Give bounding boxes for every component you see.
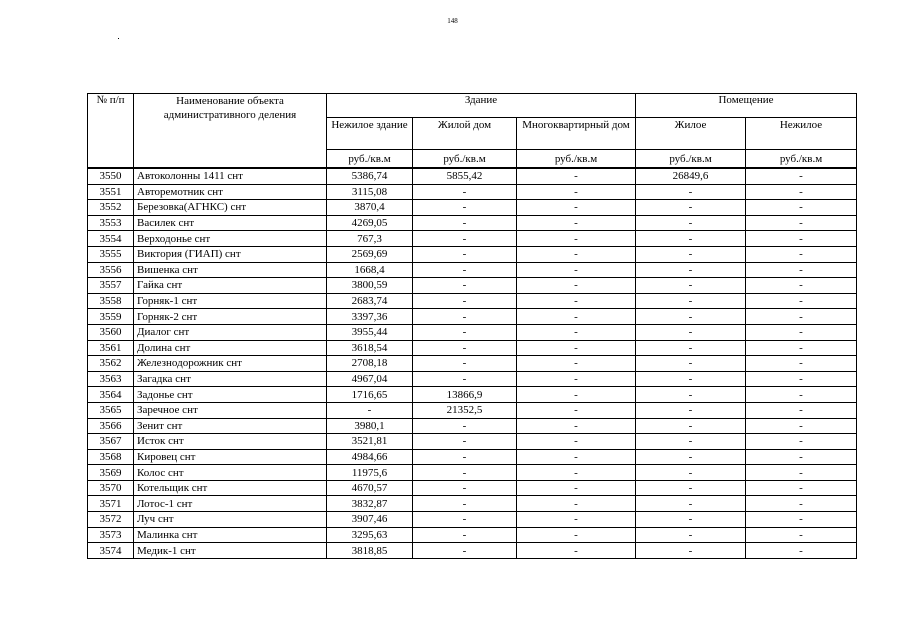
object-name: Железнодорожник снт [134,356,327,372]
nonresidential-premises-value: - [746,356,857,372]
table-row [88,246,857,262]
object-name: Вишенка снт [134,262,327,278]
residential-premises-value: - [636,200,746,216]
residential-house-value: - [413,356,517,372]
nonresidential-premises-value: - [746,402,857,418]
nonresidential-premises-value: - [746,340,857,356]
residential-premises-value: - [636,231,746,247]
nonresidential-building-value: 3521,81 [327,434,413,450]
header-object-name: Наименование объекта административного деления [134,94,327,169]
nonresidential-building-value: 4670,57 [327,480,413,496]
table-row [88,449,857,465]
nonresidential-premises-value: - [746,309,857,325]
apartment-building-value: - [517,527,636,543]
row-number: 3564 [88,387,134,403]
residential-premises-value: - [636,246,746,262]
residential-premises-value: - [636,543,746,559]
table-row [88,309,857,325]
nonresidential-building-value: 2708,18 [327,356,413,372]
residential-house-value: - [413,215,517,231]
row-number: 3550 [88,168,134,184]
nonresidential-premises-value: - [746,434,857,450]
row-number: 3569 [88,465,134,481]
row-number: 3563 [88,371,134,387]
residential-premises-value: - [636,480,746,496]
nonresidential-premises-value: - [746,246,857,262]
object-name: Верходонье снт [134,231,327,247]
residential-premises-value: - [636,356,746,372]
residential-house-value: - [413,324,517,340]
nonresidential-building-value: 3955,44 [327,324,413,340]
header-building: Здание [327,94,636,118]
scan-speck [118,38,119,39]
residential-house-value: - [413,340,517,356]
object-name: Исток снт [134,434,327,450]
table-row [88,262,857,278]
row-number: 3558 [88,293,134,309]
nonresidential-building-value: - [327,402,413,418]
table-row [88,278,857,294]
object-name: Загадка снт [134,371,327,387]
nonresidential-building-value: 3870,4 [327,200,413,216]
residential-house-value: 21352,5 [413,402,517,418]
nonresidential-building-value: 3832,87 [327,496,413,512]
header-apartment-building: Многоквартирный дом [517,118,636,150]
nonresidential-building-value: 3818,85 [327,543,413,559]
apartment-building-value: - [517,449,636,465]
table-body [88,168,857,558]
apartment-building-value: - [517,356,636,372]
object-name: Гайка снт [134,278,327,294]
row-number: 3567 [88,434,134,450]
residential-premises-value: - [636,527,746,543]
residential-house-value: - [413,200,517,216]
row-number: 3557 [88,278,134,294]
row-number: 3571 [88,496,134,512]
residential-premises-value: - [636,371,746,387]
object-name: Автоколонны 1411 снт [134,168,327,184]
apartment-building-value: - [517,543,636,559]
apartment-building-value: - [517,215,636,231]
nonresidential-premises-value: - [746,371,857,387]
residential-premises-value: - [636,512,746,528]
table-row [88,402,857,418]
object-name: Диалог снт [134,324,327,340]
nonresidential-building-value: 5386,74 [327,168,413,184]
row-number: 3551 [88,184,134,200]
apartment-building-value: - [517,340,636,356]
residential-premises-value: - [636,340,746,356]
table-row [88,387,857,403]
cadastral-value-table [87,93,857,559]
nonresidential-premises-value: - [746,527,857,543]
object-name: Малинка снт [134,527,327,543]
residential-premises-value: - [636,418,746,434]
nonresidential-building-value: 3618,54 [327,340,413,356]
row-number: 3553 [88,215,134,231]
nonresidential-premises-value: - [746,449,857,465]
apartment-building-value: - [517,200,636,216]
apartment-building-value: - [517,480,636,496]
residential-premises-value: - [636,449,746,465]
apartment-building-value: - [517,293,636,309]
nonresidential-premises-value: - [746,418,857,434]
unit-label: руб./кв.м [517,150,636,169]
residential-house-value: - [413,293,517,309]
nonresidential-premises-value: - [746,262,857,278]
nonresidential-premises-value: - [746,168,857,184]
apartment-building-value: - [517,434,636,450]
row-number: 3556 [88,262,134,278]
nonresidential-building-value: 3800,59 [327,278,413,294]
table-row [88,324,857,340]
nonresidential-building-value: 3397,36 [327,309,413,325]
residential-premises-value: - [636,496,746,512]
residential-house-value: - [413,434,517,450]
residential-premises-value: - [636,278,746,294]
nonresidential-premises-value: - [746,231,857,247]
nonresidential-building-value: 11975,6 [327,465,413,481]
residential-house-value: - [413,231,517,247]
residential-house-value: - [413,371,517,387]
residential-house-value: - [413,418,517,434]
unit-label: руб./кв.м [413,150,517,169]
nonresidential-premises-value: - [746,496,857,512]
table-row [88,512,857,528]
nonresidential-premises-value: - [746,324,857,340]
nonresidential-premises-value: - [746,184,857,200]
table-row [88,200,857,216]
table-row [88,527,857,543]
object-name: Заречное снт [134,402,327,418]
nonresidential-building-value: 4967,04 [327,371,413,387]
header-nonresidential-building: Нежилое здание [327,118,413,150]
apartment-building-value: - [517,387,636,403]
table-row [88,543,857,559]
apartment-building-value: - [517,371,636,387]
table-row [88,480,857,496]
row-number: 3554 [88,231,134,247]
nonresidential-premises-value: - [746,200,857,216]
object-name: Медик-1 снт [134,543,327,559]
apartment-building-value: - [517,246,636,262]
object-name: Долина снт [134,340,327,356]
nonresidential-premises-value: - [746,465,857,481]
table-row [88,231,857,247]
nonresidential-premises-value: - [746,480,857,496]
nonresidential-premises-value: - [746,512,857,528]
residential-house-value: - [413,309,517,325]
residential-house-value: - [413,512,517,528]
apartment-building-value: - [517,402,636,418]
row-number: 3570 [88,480,134,496]
row-number: 3552 [88,200,134,216]
nonresidential-building-value: 2569,69 [327,246,413,262]
table-row [88,434,857,450]
nonresidential-building-value: 3980,1 [327,418,413,434]
table-row [88,340,857,356]
residential-premises-value: - [636,387,746,403]
apartment-building-value: - [517,168,636,184]
nonresidential-premises-value: - [746,293,857,309]
residential-house-value: - [413,465,517,481]
row-number: 3562 [88,356,134,372]
nonresidential-building-value: 1668,4 [327,262,413,278]
apartment-building-value: - [517,496,636,512]
object-name: Горняк-2 снт [134,309,327,325]
nonresidential-building-value: 2683,74 [327,293,413,309]
residential-premises-value: - [636,309,746,325]
nonresidential-building-value: 4984,66 [327,449,413,465]
apartment-building-value: - [517,309,636,325]
apartment-building-value: - [517,418,636,434]
apartment-building-value: - [517,512,636,528]
residential-premises-value: - [636,184,746,200]
residential-house-value: 5855,42 [413,168,517,184]
table-row [88,465,857,481]
row-number: 3566 [88,418,134,434]
table-row [88,215,857,231]
object-name: Колос снт [134,465,327,481]
row-number: 3565 [88,402,134,418]
nonresidential-premises-value: - [746,387,857,403]
page-number: 148 [447,17,458,25]
object-name: Задонье снт [134,387,327,403]
residential-premises-value: - [636,293,746,309]
residential-house-value: - [413,543,517,559]
unit-label: руб./кв.м [636,150,746,169]
object-name: Кировец снт [134,449,327,465]
table-row [88,371,857,387]
object-name: Лотос-1 снт [134,496,327,512]
row-number: 3572 [88,512,134,528]
table-row [88,293,857,309]
row-number: 3559 [88,309,134,325]
residential-premises-value: - [636,215,746,231]
residential-premises-value: - [636,434,746,450]
apartment-building-value: - [517,231,636,247]
residential-house-value: - [413,480,517,496]
object-name: Василек снт [134,215,327,231]
table-row [88,184,857,200]
row-number: 3573 [88,527,134,543]
residential-premises-value: 26849,6 [636,168,746,184]
header-premises: Помещение [636,94,857,118]
nonresidential-building-value: 1716,65 [327,387,413,403]
header-residential-premises: Жилое [636,118,746,150]
residential-house-value: - [413,496,517,512]
object-name: Виктория (ГИАП) снт [134,246,327,262]
object-name: Горняк-1 снт [134,293,327,309]
table-row [88,168,857,184]
nonresidential-building-value: 3295,63 [327,527,413,543]
nonresidential-building-value: 3907,46 [327,512,413,528]
row-number: 3560 [88,324,134,340]
residential-house-value: - [413,184,517,200]
nonresidential-premises-value: - [746,543,857,559]
nonresidential-building-value: 767,3 [327,231,413,247]
apartment-building-value: - [517,262,636,278]
row-number: 3568 [88,449,134,465]
residential-house-value: - [413,262,517,278]
residential-premises-value: - [636,402,746,418]
apartment-building-value: - [517,465,636,481]
nonresidential-building-value: 3115,08 [327,184,413,200]
object-name: Березовка(АГНКС) снт [134,200,327,216]
header-number: № п/п [88,94,134,169]
apartment-building-value: - [517,184,636,200]
residential-premises-value: - [636,324,746,340]
residential-house-value: - [413,246,517,262]
residential-house-value: 13866,9 [413,387,517,403]
nonresidential-premises-value: - [746,278,857,294]
nonresidential-premises-value: - [746,215,857,231]
nonresidential-building-value: 4269,05 [327,215,413,231]
object-name: Авторемотник снт [134,184,327,200]
row-number: 3574 [88,543,134,559]
residential-house-value: - [413,278,517,294]
unit-label: руб./кв.м [746,150,857,169]
unit-label: руб./кв.м [327,150,413,169]
table-row [88,418,857,434]
residential-house-value: - [413,449,517,465]
object-name: Зенит снт [134,418,327,434]
row-number: 3561 [88,340,134,356]
table-row [88,496,857,512]
table-row [88,356,857,372]
header-nonresidential-premises: Нежилое [746,118,857,150]
apartment-building-value: - [517,324,636,340]
residential-house-value: - [413,527,517,543]
header-residential-house: Жилой дом [413,118,517,150]
object-name: Луч снт [134,512,327,528]
residential-premises-value: - [636,465,746,481]
apartment-building-value: - [517,278,636,294]
row-number: 3555 [88,246,134,262]
object-name: Котельщик снт [134,480,327,496]
residential-premises-value: - [636,262,746,278]
